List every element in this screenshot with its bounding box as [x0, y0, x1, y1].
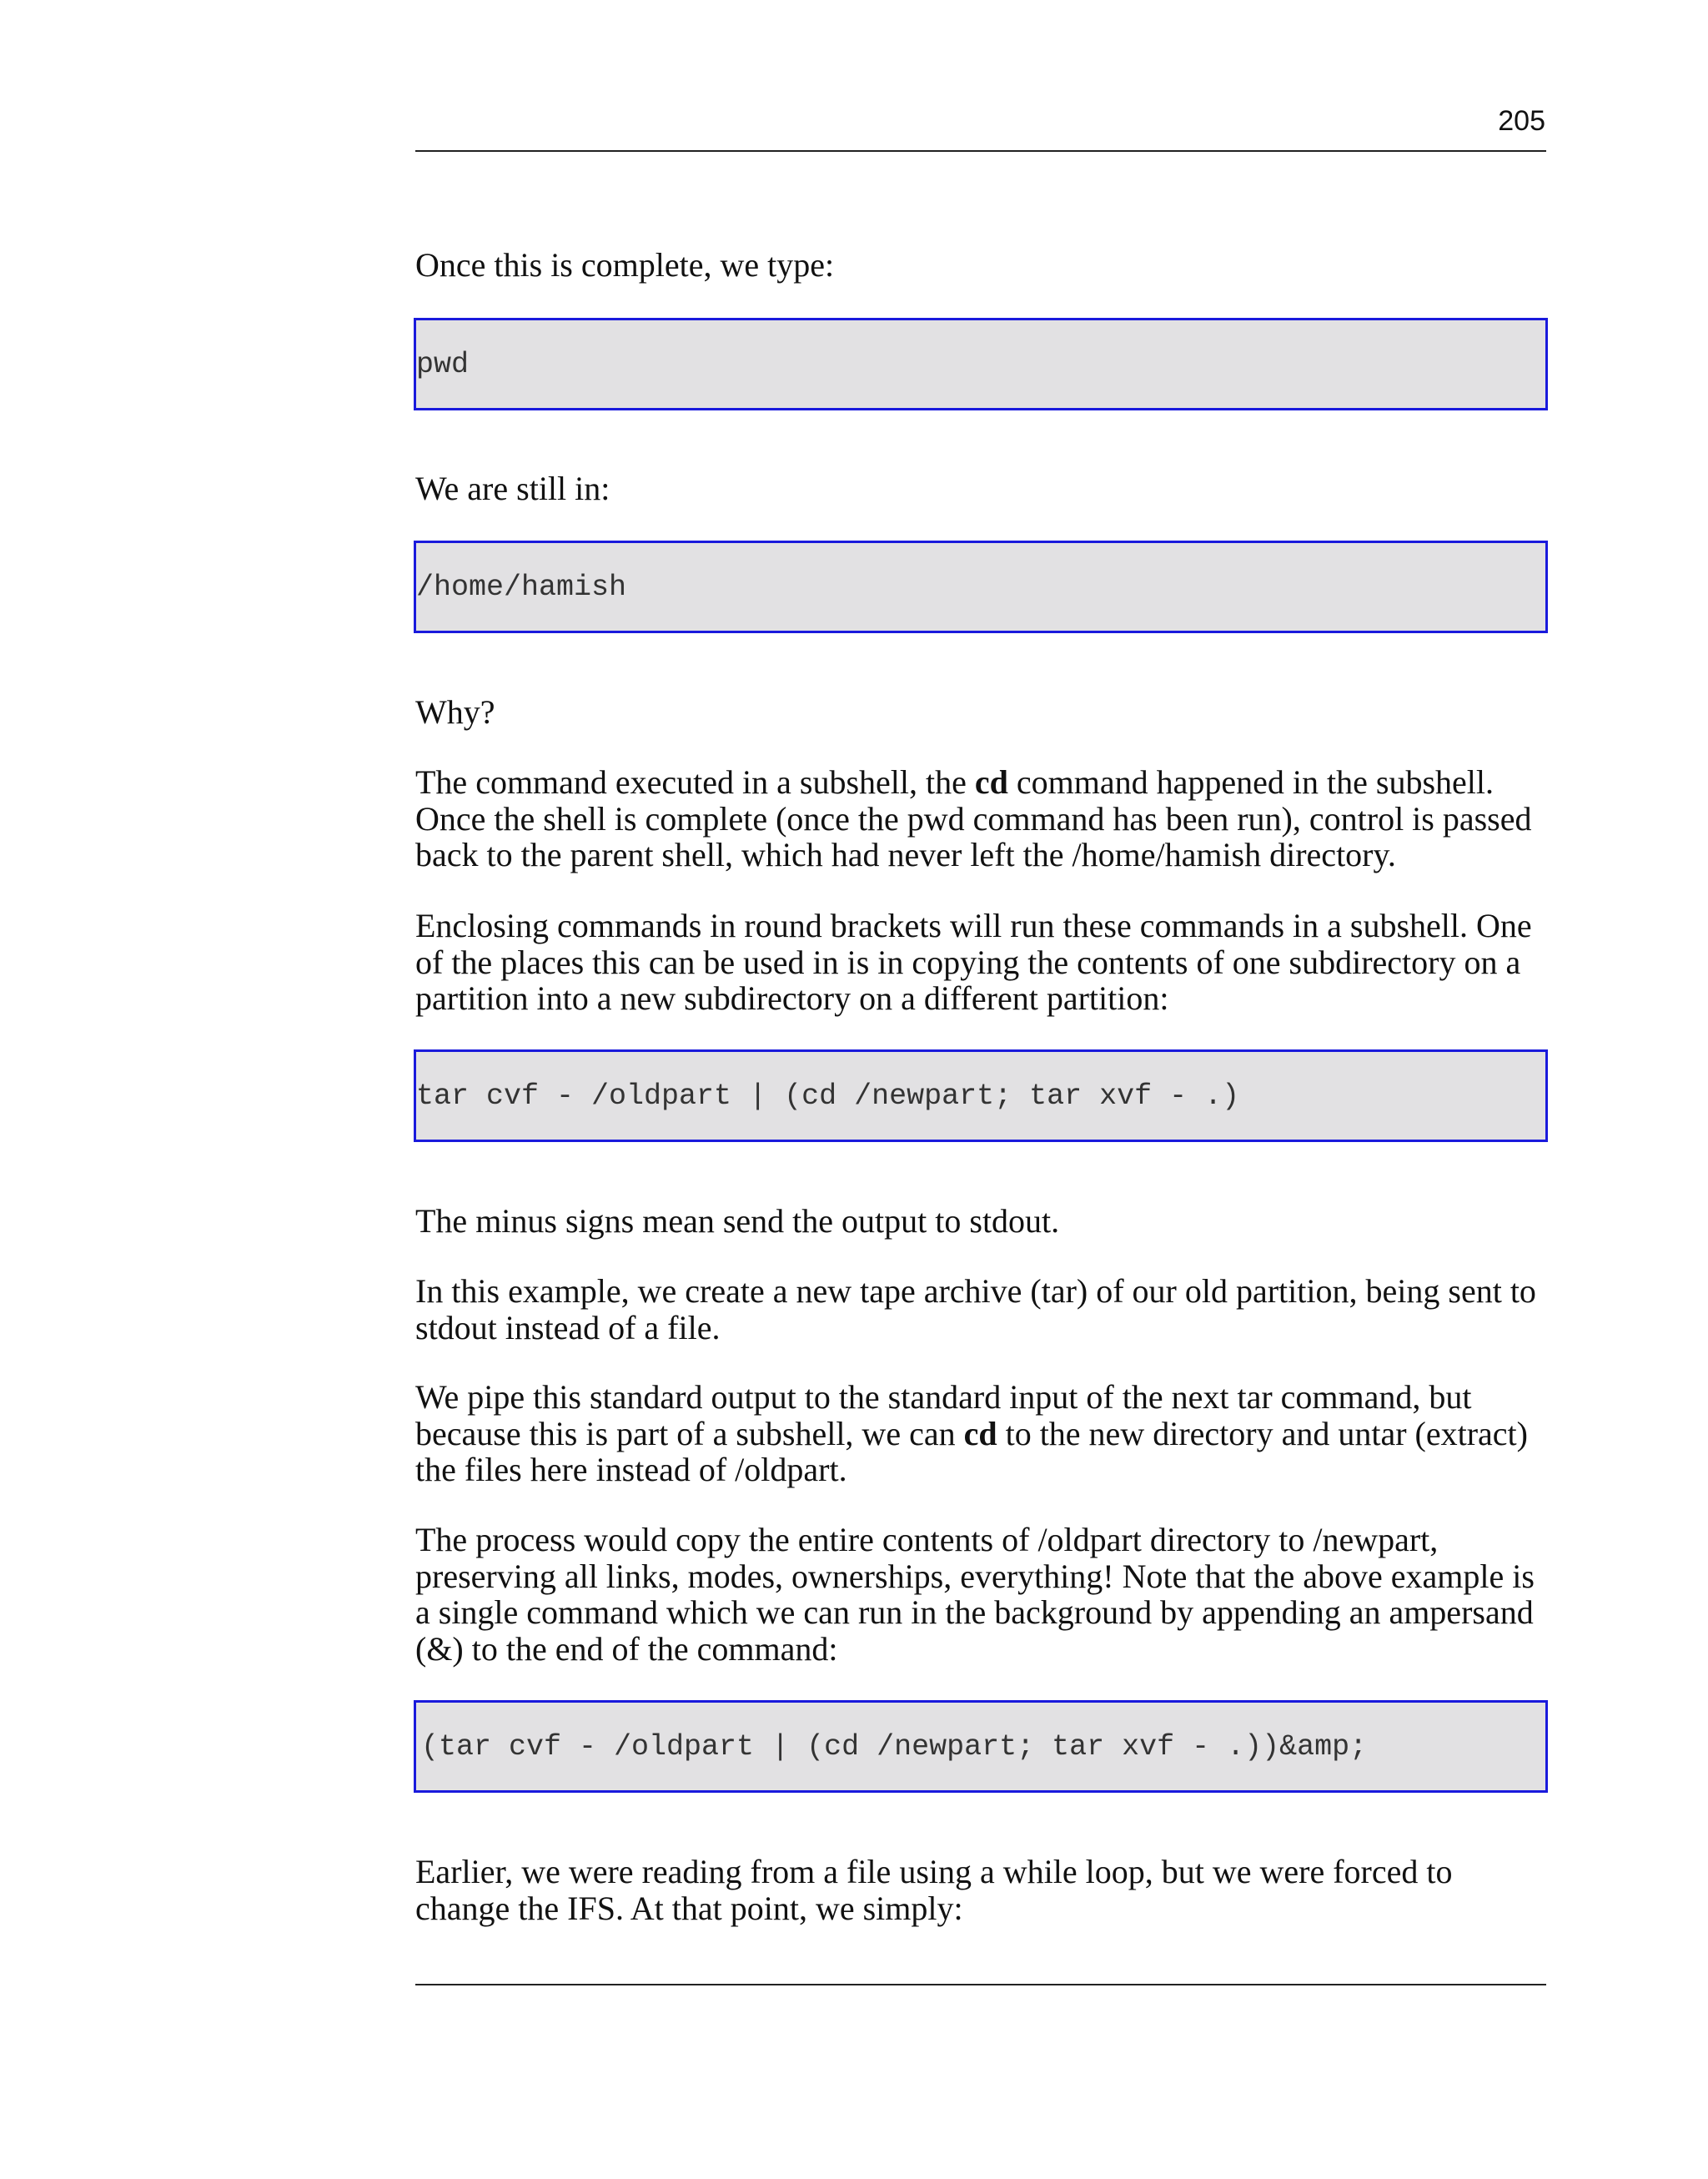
code-text: tar cvf - /oldpart | (cd /newpart; tar xvf - .): [416, 1079, 1240, 1113]
paragraph-minus-signs: The minus signs mean send the output to stdout.: [415, 1202, 1060, 1240]
bold-command: cd: [974, 763, 1008, 801]
code-text: (tar cvf - /oldpart | (cd /newpart; tar xvf - .))&amp;: [421, 1729, 1368, 1764]
paragraph-tape-archive: In this example, we create a new tape archive (tar) of our old partition, being sent to stdout instead of a file.: [415, 1272, 1536, 1346]
paragraph-intro: Once this is complete, we type:: [415, 246, 835, 284]
paragraph-why: Why?: [415, 693, 495, 731]
footer-rule: [415, 1984, 1546, 1985]
code-block-tar-copy: [414, 1049, 1548, 1142]
paragraph-copy-process: The process would copy the entire contents of /oldpart directory to /newpart, preserving all links, modes, ownerships, everything! Note that the above example is a single command which we can run in the background by appending an ampersand (&) to the end of the command:: [415, 1521, 1535, 1668]
text-run: to the new directory and untar (extract) the files here instead of /oldpart.: [415, 1414, 1528, 1488]
paragraph-still-in: We are still in:: [415, 470, 610, 507]
bold-command: cd: [963, 1414, 997, 1452]
code-text: pwd: [416, 347, 470, 381]
code-block-pwd: [414, 318, 1548, 410]
page-number: 205: [1498, 105, 1545, 137]
text-run: We pipe this standard output to the standard input of the next tar command, but because this is part of a subshell, we can: [415, 1378, 1472, 1452]
text-run: command happened in the subshell. Once the shell is complete (once the pwd command has been run), control is passed back to the parent shell, which had never left the /home/hamish directory.: [415, 763, 1532, 873]
code-block-home-dir: [414, 541, 1548, 633]
paragraph-round-brackets: Enclosing commands in round brackets will run these commands in a subshell. One of the places this can be used in is in copying the contents of one subdirectory on a partition into a new subdirectory on a different partition:: [415, 907, 1532, 1017]
code-text: /home/hamish: [416, 570, 627, 604]
header-rule: [415, 150, 1546, 152]
paragraph-subshell-explanation: [415, 764, 1550, 873]
paragraph-pipe-output: [415, 1379, 1550, 1488]
paragraph-while-loop: Earlier, we were reading from a file using a while loop, but we were forced to change the IFS. At that point, we simply:: [415, 1853, 1453, 1927]
text-run: The command executed in a subshell, the: [415, 763, 975, 801]
code-block-background-command: [414, 1700, 1548, 1793]
